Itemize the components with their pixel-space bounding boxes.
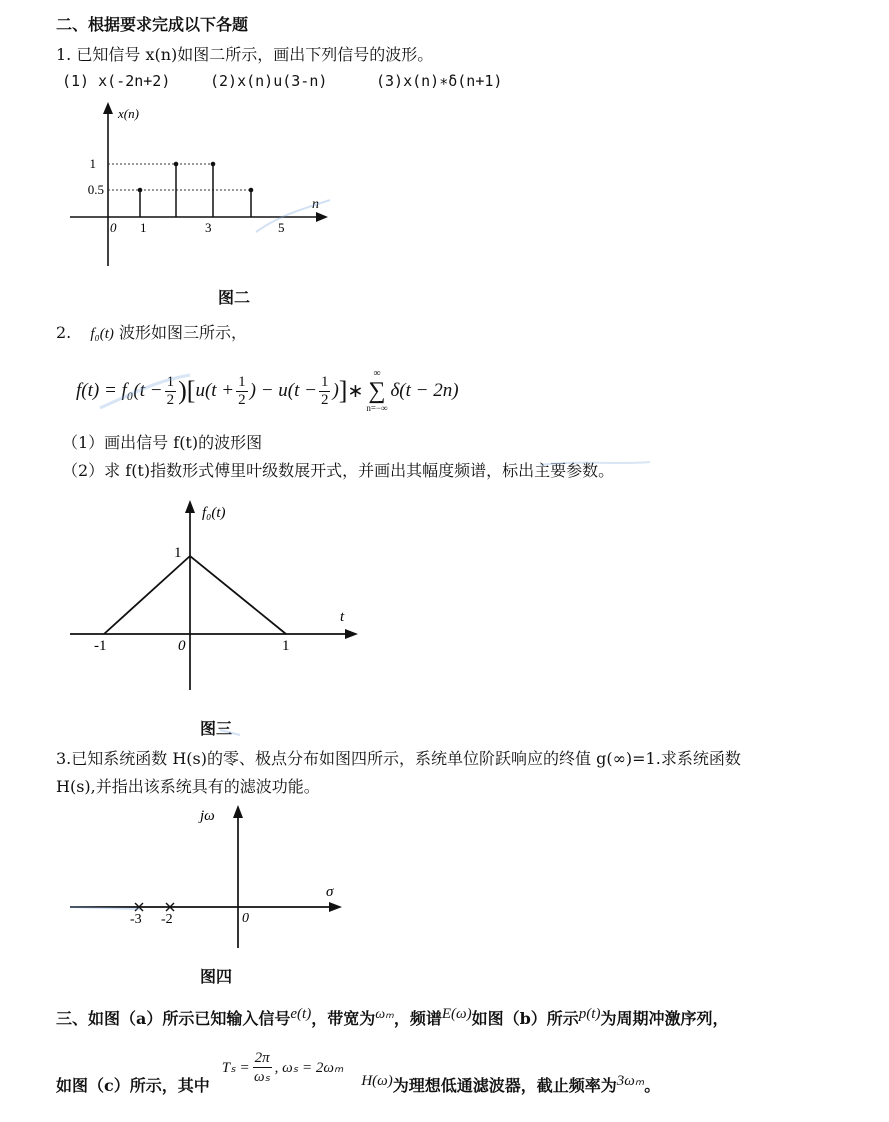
bandwidth-text: ，带宽为 <box>311 1009 376 1028</box>
fraction-half-1: $\frac{1}{2}$ <box>166 373 175 408</box>
figure-c-text: 如图（c）所示，其中 <box>56 1076 210 1095</box>
y-axis-label: f₀(t) <box>202 505 226 521</box>
section-3-line-1 <box>56 1006 728 1029</box>
section-title: 二、根据要求完成以下各题 <box>56 15 249 34</box>
ws-equation: , ωₛ = 2ωₘ <box>274 1060 344 1076</box>
summation: ∞ ∑ n=−∞ <box>366 368 388 413</box>
question-1-part-1: (1) x(-2n+2) <box>62 72 171 90</box>
stem-n4 <box>249 188 254 217</box>
stem-n3 <box>211 162 216 217</box>
formula-lhs: f(t) = f₀(t − <box>76 380 163 401</box>
formula-tail: δ(t − 2n) <box>390 380 459 401</box>
y-axis-arrow-icon <box>185 500 195 513</box>
E-omega-symbol: E(ω) <box>441 1006 472 1022</box>
formula-u3: ) <box>332 380 339 401</box>
x-tick-minus-1: -1 <box>94 638 107 654</box>
figure-b-text: 如图（b）所示 <box>471 1009 579 1028</box>
formula-conv: ∗ <box>347 380 364 402</box>
Ts-lhs: Tₛ = <box>221 1060 250 1076</box>
jw-axis-label: jω <box>200 808 215 824</box>
fraction-half-2: $\frac{1}{2}$ <box>238 373 246 408</box>
fourier-formula <box>76 366 459 416</box>
x-tick-0: 0 <box>178 638 186 654</box>
figure-2-stem-plot <box>60 98 360 278</box>
ideal-lowpass-text: 为理想低通滤波器，截止频率为 <box>392 1076 617 1095</box>
bracket-close: ] <box>338 376 348 405</box>
figure-4-caption: 图四 <box>200 967 233 986</box>
question-2-text: 波形如图三所示， <box>119 323 248 342</box>
x-axis-arrow-icon <box>345 629 358 639</box>
pole-label-minus-3: -3 <box>130 912 142 927</box>
figure-3-caption: 图三 <box>200 719 233 738</box>
x-axis-label: n <box>312 197 319 212</box>
peak-label: 1 <box>174 545 182 561</box>
question-3-line-2: H(s),并指出该系统具有的滤波功能。 <box>56 777 320 796</box>
figure-3-triangle-plot <box>60 495 380 700</box>
formula-u1: u(t + <box>195 380 235 401</box>
triangle-waveform <box>104 556 286 634</box>
question-2-sub-2: （2）求 f(t)指数形式傅里叶级数展开式，并画出其幅度频谱，标出主要参数。 <box>62 461 615 480</box>
x-axis-label: t <box>340 609 345 625</box>
Ts-fraction: $\frac{2\pi}{\text{ωₛ}}$ <box>253 1050 271 1085</box>
figure-2-caption: 图二 <box>218 288 251 307</box>
x-tick-1: 1 <box>140 220 147 235</box>
stem-n2 <box>174 162 179 217</box>
omega-m-symbol: ωₘ <box>375 1007 394 1022</box>
jw-axis-arrow-icon <box>233 805 243 818</box>
cutoff-symbol: 3ωₘ <box>616 1073 645 1089</box>
figure-4-pole-zero-plot <box>60 800 360 955</box>
question-1-text: 1. 已知信号 x(n)如图二所示，画出下列信号的波形。 <box>56 45 434 64</box>
stem-n1 <box>138 188 143 217</box>
x-tick-1: 1 <box>282 638 290 654</box>
x-tick-5: 5 <box>278 220 285 235</box>
pole-label-minus-2: -2 <box>161 912 173 927</box>
question-2-line <box>56 320 247 343</box>
question-1-part-3: (3)x(n)∗δ(n+1) <box>376 72 503 90</box>
x-tick-0: 0 <box>110 220 117 235</box>
e-t-symbol: e(t) <box>290 1006 312 1022</box>
H-omega-symbol: H(ω) <box>361 1073 393 1089</box>
spectrum-text: ，频谱 <box>393 1009 442 1028</box>
question-3-line-1: 3.已知系统函数 H(s)的零、极点分布如图四所示，系统单位阶跃响应的终值 g(∞)=1.求系统函数 <box>56 749 741 768</box>
y-axis-arrow-icon <box>103 102 113 114</box>
question-2-sub-1: （1）画出信号 f(t)的波形图 <box>62 433 263 452</box>
f0-symbol: f₀(t) <box>90 326 114 342</box>
sigma-axis-label: σ <box>326 884 334 900</box>
period-mark: 。 <box>644 1076 661 1095</box>
x-axis-arrow-icon <box>316 212 328 222</box>
section-3-line-2 <box>56 1040 660 1100</box>
formula-u2: ) − u(t − <box>249 380 317 401</box>
p-t-symbol: p(t) <box>578 1006 601 1022</box>
sigma-axis-arrow-icon <box>329 902 342 912</box>
section-3-intro: 三、如图（a）所示已知输入信号 <box>56 1009 291 1028</box>
y-axis-label: x(n) <box>118 106 139 121</box>
x-tick-3: 3 <box>205 220 212 235</box>
question-2-number: 2. <box>56 323 72 342</box>
origin-label: 0 <box>242 911 249 926</box>
Ts-formula <box>222 1049 344 1086</box>
bracket-open: )[ <box>178 376 196 405</box>
y-tick-1: 1 <box>89 156 96 171</box>
y-tick-0-5: 0.5 <box>87 182 104 197</box>
impulse-train-text: 为周期冲激序列， <box>600 1009 729 1028</box>
question-1-part-2: (2)x(n)u(3-n) <box>210 72 328 90</box>
fraction-half-3: $\frac{1}{2}$ <box>320 373 329 408</box>
